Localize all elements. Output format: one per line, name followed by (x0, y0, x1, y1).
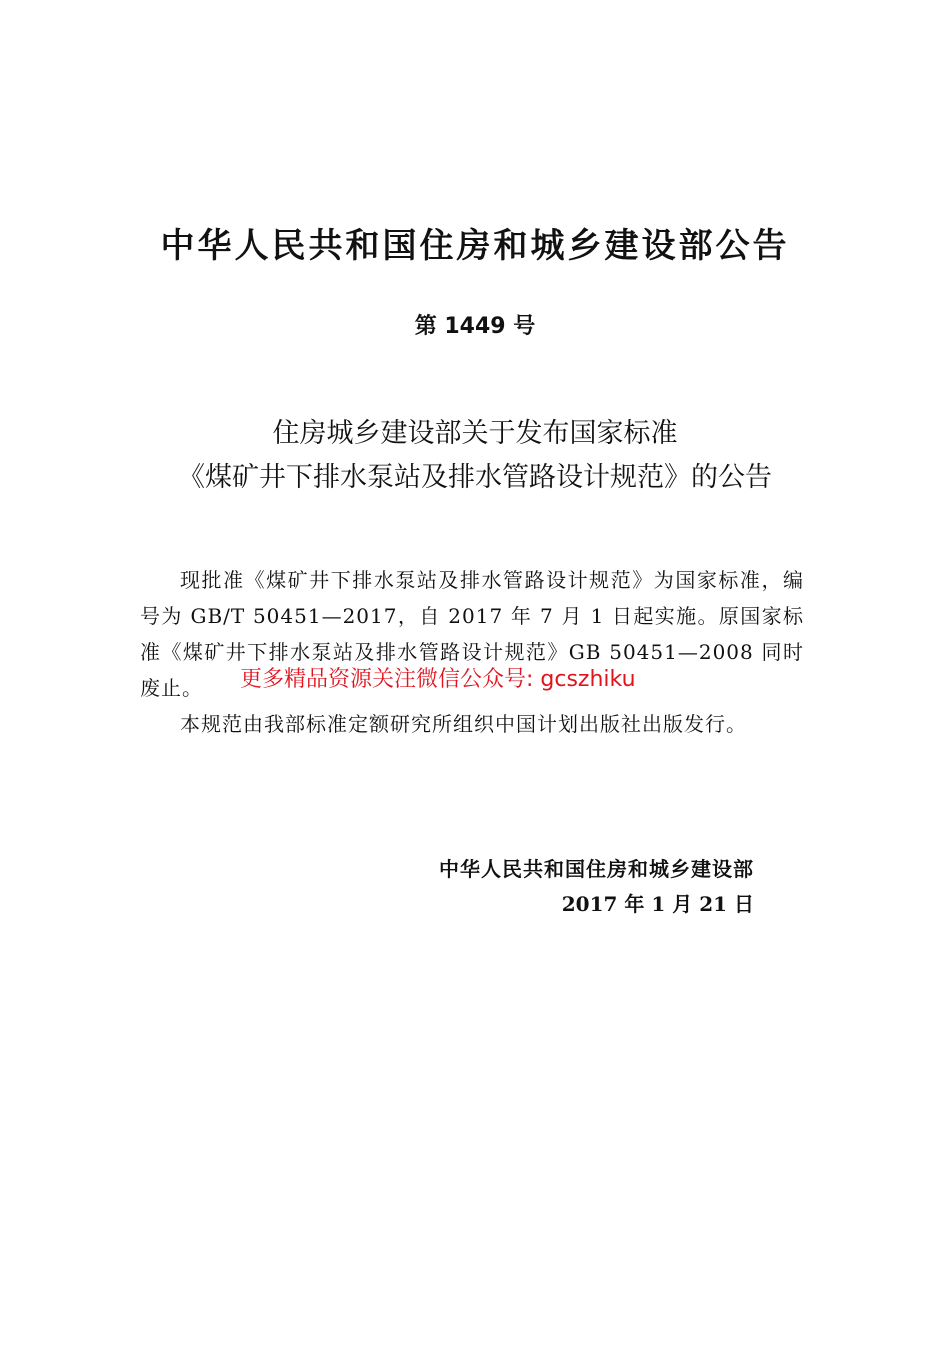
body-paragraph-2: 本规范由我部标准定额研究所组织中国计划出版社出版发行。 (180, 712, 747, 736)
subtitle-line-1: 住房城乡建设部关于发布国家标准 (272, 418, 678, 449)
announcement-heading: 中华人民共和国住房和城乡建设部公告 (160, 226, 790, 266)
subtitle-line-2: 《煤矿井下排水泵站及排水管路设计规范》的公告 (178, 462, 772, 493)
body-paragraph-1: 现批准《煤矿井下排水泵站及排水管路设计规范》为国家标准，编号为 GB/T 50451—2017，自 2017 年 7 月 1 日起实施。原国家标准《煤矿井下排水泵站及排水管路设计规范》GB 50451—2008 同时废止。 (140, 568, 804, 700)
announcement-number: 第 1449 号 (414, 314, 536, 339)
announcement-body (140, 562, 804, 742)
issuing-authority: 中华人民共和国住房和城乡建设部 (439, 857, 754, 881)
announcement-subtitle (100, 412, 850, 500)
issue-date: 2017 年 1 月 21 日 (561, 892, 754, 916)
watermark-text: 更多精品资源关注微信公众号: gcszhiku (240, 667, 636, 692)
